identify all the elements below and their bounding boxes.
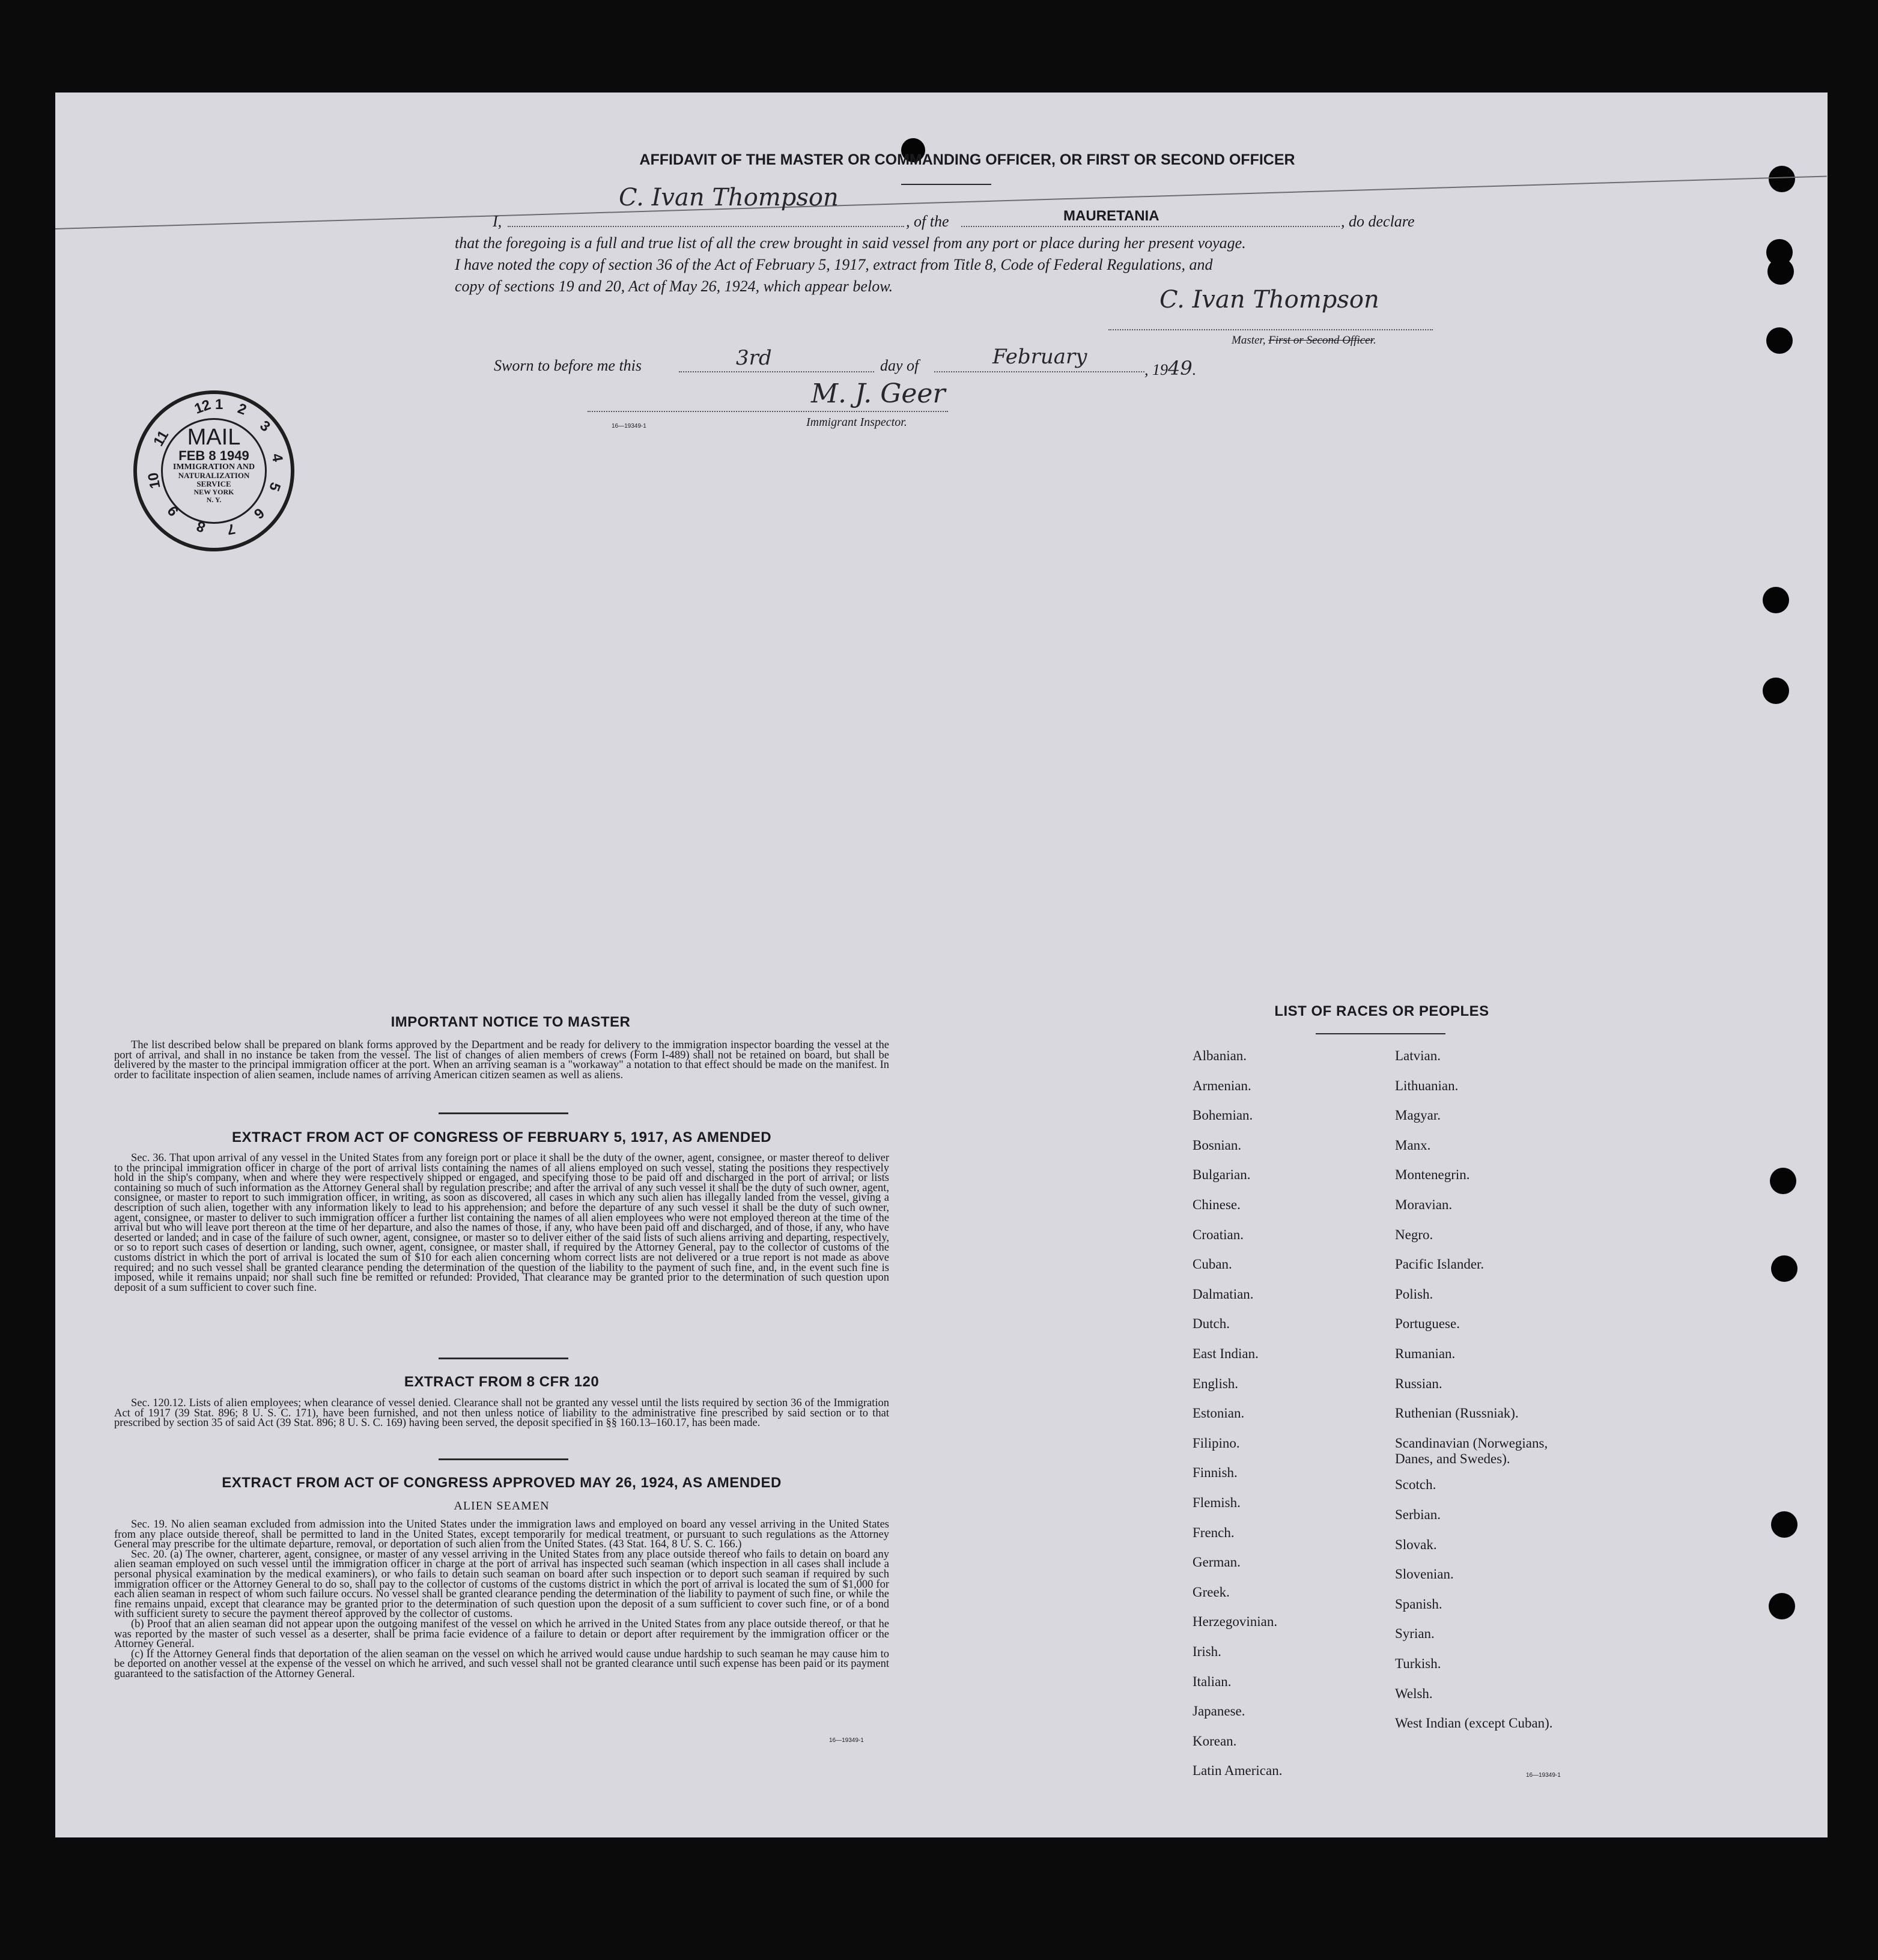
stamp-hour-10: 10 xyxy=(145,471,164,490)
form-code: 16—19349-1 xyxy=(829,1737,864,1744)
mail-date-stamp xyxy=(133,390,294,551)
year-label xyxy=(1144,357,1196,380)
master-signature-line xyxy=(1108,329,1433,330)
stamp-hour-3: 3 xyxy=(257,417,273,435)
binder-hole xyxy=(1767,258,1794,285)
stamp-line5: SERVICE xyxy=(196,479,231,488)
binder-hole xyxy=(1763,587,1789,613)
race-item: Finnish. xyxy=(1193,1465,1238,1481)
race-item: Irish. xyxy=(1193,1644,1221,1659)
race-item: German. xyxy=(1193,1555,1241,1570)
stamp-hour-1: 1 xyxy=(215,396,223,413)
race-item: Slovenian. xyxy=(1395,1567,1454,1582)
race-item: Montenegrin. xyxy=(1395,1167,1470,1183)
stamp-hour-4: 4 xyxy=(268,452,286,463)
race-item: Italian. xyxy=(1193,1673,1232,1689)
race-item: Moravian. xyxy=(1395,1197,1453,1212)
sworn-month-line xyxy=(934,371,1144,372)
race-item: Negro. xyxy=(1395,1227,1433,1242)
stamp-line3: IMMIGRATION AND xyxy=(172,463,255,472)
inspector-line xyxy=(588,411,948,412)
race-item: Bosnian. xyxy=(1193,1137,1242,1153)
race-item: Russian. xyxy=(1395,1376,1442,1391)
master-label xyxy=(1232,334,1376,347)
alien-seamen-subtitle: ALIEN SEAMEN xyxy=(454,1499,550,1512)
sworn-day-line xyxy=(679,371,874,372)
binder-hole xyxy=(1770,1168,1796,1194)
master-label-suffix: . xyxy=(1373,334,1376,347)
year-handwritten: 49 xyxy=(1168,357,1193,380)
extract-1924-text xyxy=(114,1520,889,1679)
binder-hole xyxy=(1766,327,1793,354)
year-suffix: . xyxy=(1192,361,1197,378)
master-signature: C. Ivan Thompson xyxy=(1159,286,1379,314)
stamp-line6: NEW YORK xyxy=(193,488,234,496)
sworn-day: 3rd xyxy=(736,346,772,370)
binder-hole xyxy=(1769,1593,1795,1619)
race-item: Cuban. xyxy=(1193,1257,1232,1272)
race-item: Lithuanian. xyxy=(1395,1078,1459,1093)
race-item: Syrian. xyxy=(1395,1626,1435,1642)
section-20b-paragraph: (b) Proof that an alien seaman did not appear upon the outgoing manifest of the vessel on which he arrived in the United States from any place outside thereof, or that he was reported by the master of such vessel as a deserter, shall be prima facie evidence of a failure to detain or deport after requirement by the immigration officer or the Attorney General. xyxy=(114,1618,889,1651)
section-36-paragraph: Sec. 36. That upon arrival of any vessel in the United States from any foreign port or place it shall be the duty of the owner, agent, consignee, or master thereof to deliver to the principal immigration officer in charge of the port of arrival lists containing the names of all aliens employed on such vessel, stating the positions they respectively hold in the ship's company, when and where they were respectively shipped or engaged, and specifying those to be paid off and discharged in the port of arrival; or lists containing so much of such information as the Attorney General shall by regulation prescribe; and after the arrival of any such vessel it shall be the duty of such owner, agent, consignee, or master to report to such immigration officer, in writing, as soon as discovered, all cases in which any such alien has illegally landed from the vessel, giving a description of such alien, together with any information likely to lead to his apprehension; and before the departure of any such vessel it shall be the duty of such owner, agent, consignee, or master to deliver to such immigration officer a further list containing the names of all alien employees who were not employed thereon at the time of the arrival but who will leave port thereon at the time of her departure, and also the names of those, if any, who have been paid off and discharged, and of those, if any, who have deserted or landed; and in case of the failure of such owner, agent, consignee, or master so to deliver either of the said lists of such aliens arriving and departing, respectively, or so to report such cases of desertion or landing, such owner, agent, consignee, or master shall, if required by the Attorney General, pay to the collector of customs of the customs district in which the port of arrival is located the sum of $10 for each alien concerning whom correct lists are not delivered or a true report is not made as above required; and no such vessel shall be granted clearance pending the determination of the question of the liability to the payment of such fine, and, in the event such fine is imposed, while it remains unpaid; nor shall such fine be remitted or refunded: Provided, That clearance may be granted prior to the determination of such question upon deposit of a sum sufficient to cover such fine. xyxy=(114,1152,889,1294)
affidavit-body-3: copy of sections 19 and 20, Act of May 26, 1924, which appear below. xyxy=(455,278,893,295)
race-item: Flemish. xyxy=(1193,1495,1241,1510)
stamp-line4: NATURALIZATION xyxy=(178,471,250,480)
race-item: Korean. xyxy=(1193,1733,1237,1749)
extract-1917-title: EXTRACT FROM ACT OF CONGRESS OF FEBRUARY 5, 1917, AS AMENDED xyxy=(231,1129,772,1145)
notice-text xyxy=(114,1040,889,1080)
race-item: Scandinavian (Norwegians, Danes, and Swedes). xyxy=(1395,1435,1548,1466)
extract-cfr-text xyxy=(114,1398,889,1428)
vessel-name: MAURETANIA xyxy=(1063,208,1159,224)
races-title: LIST OF RACES OR PEOPLES xyxy=(1274,1003,1489,1019)
race-item: Estonian. xyxy=(1193,1406,1245,1421)
year-prefix: , 19 xyxy=(1144,361,1168,378)
divider xyxy=(1316,1033,1445,1034)
race-item: Filipino. xyxy=(1193,1435,1240,1451)
race-item: Herzegovinian. xyxy=(1193,1614,1278,1630)
race-item: Greek. xyxy=(1193,1584,1230,1600)
race-item: Croatian. xyxy=(1193,1227,1244,1242)
stamp-hour-7: 7 xyxy=(225,520,237,538)
section-120-12-paragraph: Sec. 120.12. Lists of alien employees; when clearance of vessel denied. Clearance shall not be granted any vessel until the lists required by section 36 of the Immigration Act of 1917 (39 Stat. 896; 8 U. S. C. 171), have been furnished, and not then unless notice of liability to the administrative fine prescribed by said section or to that prescribed by section 35 of said Act (39 Stat. 896; 8 U. S. C. 169) having been served, the deposit specified in §§ 160.13–160.17, has been made. xyxy=(114,1397,889,1430)
affidavit-title: AFFIDAVIT OF THE MASTER OR COMMANDING OFFICER, OR FIRST OR SECOND OFFICER xyxy=(639,151,1295,168)
divider xyxy=(901,184,991,185)
race-item: Japanese. xyxy=(1193,1704,1245,1719)
race-item: Magyar. xyxy=(1395,1108,1441,1123)
race-item: West Indian (except Cuban). xyxy=(1395,1716,1553,1731)
stamp-hour-8: 8 xyxy=(194,517,208,536)
race-item: Dalmatian. xyxy=(1193,1286,1254,1302)
race-item: Spanish. xyxy=(1395,1596,1442,1612)
master-label-struck: First or Second Officer xyxy=(1268,334,1373,347)
binder-hole xyxy=(1763,678,1789,704)
race-item: Bohemian. xyxy=(1193,1108,1253,1123)
stamp-hour-6: 6 xyxy=(251,504,267,523)
race-item: Scotch. xyxy=(1395,1477,1436,1493)
notice-paragraph: The list described below shall be prepared on blank forms approved by the Department and be ready for delivery to the immigration inspector boarding the vessel at the port of arrival, and shall in no instance be taken from the vessel. The list of changes of alien members of crews (Form I-489) shall not be retained on board, but shall be delivered by the master to the principal immigration officer at the port. When an arriving seaman is a "workaway" a notation to that effect should be made on the manifest. In order to facilitate inspection of alien seamen, include names of arriving American citizen seamen as well as aliens. xyxy=(114,1039,889,1081)
form-code: 16—19349-1 xyxy=(1526,1772,1561,1779)
section-20c-paragraph: (c) If the Attorney General finds that deportation of the alien seaman on the vessel on which he arrived would cause undue hardship to such seaman he may cause him to be deported on another vessel at the expense of the vessel on which he arrived, and such vessel shall not be granted clearance until such expense has been paid or its payment guaranteed to the satisfaction of the Attorney General. xyxy=(114,1648,889,1680)
stamp-hour-11: 11 xyxy=(150,428,172,449)
divider xyxy=(439,1112,568,1114)
extract-1924-title: EXTRACT FROM ACT OF CONGRESS APPROVED MAY 26, 1924, AS AMENDED xyxy=(222,1475,782,1491)
race-item: French. xyxy=(1193,1525,1235,1540)
section-19-paragraph: Sec. 19. No alien seaman excluded from admission into the United States under the immigration laws and employed on board any vessel arriving in the United States from any place outside thereof, shall be permitted to land in the United States, except temporarily for medical treatment, or pursuant to such regulations as the Attorney General may prescribe for the ultimate departure, removal, or deportation of such alien from the United States. (43 Stat. 164, 8 U. S. C. 166.) xyxy=(114,1519,889,1551)
race-item: Polish. xyxy=(1395,1286,1433,1302)
race-item: Turkish. xyxy=(1395,1656,1441,1671)
binder-hole xyxy=(1769,166,1795,192)
vessel-line xyxy=(961,226,1340,227)
race-item: Welsh. xyxy=(1395,1685,1433,1701)
inspector-signature: M. J. Geer xyxy=(811,378,946,409)
stamp-line7: N. Y. xyxy=(206,496,222,504)
stamp-mail: MAIL xyxy=(187,425,241,450)
race-item: Armenian. xyxy=(1193,1078,1251,1093)
stamp-hour-12: 12 xyxy=(192,396,213,417)
race-item: Portuguese. xyxy=(1395,1316,1460,1332)
affidavit-body-2: I have noted the copy of section 36 of the Act of February 5, 1917, extract from Title 8, Code of Federal Regulations, and xyxy=(455,256,1213,273)
inspector-label: Immigrant Inspector. xyxy=(806,416,907,429)
divider xyxy=(439,1458,568,1460)
day-of-label: day of xyxy=(880,357,919,374)
race-item: Bulgarian. xyxy=(1193,1167,1251,1183)
signer-handwritten: C. Ivan Thompson xyxy=(619,184,839,211)
race-item: Albanian. xyxy=(1193,1048,1247,1063)
binder-hole xyxy=(1771,1511,1797,1538)
sworn-month: February xyxy=(992,345,1087,369)
race-item: Ruthenian (Russniak). xyxy=(1395,1406,1519,1421)
i-label: I, xyxy=(493,213,502,230)
stamp-hour-9: 9 xyxy=(164,502,182,520)
affidavit-body-1: that the foregoing is a full and true list of all the crew brought in said vessel from any port or place during her present voyage. xyxy=(455,234,1246,252)
master-label-prefix: Master, xyxy=(1232,334,1266,347)
form-code: 16—19349-1 xyxy=(612,423,646,429)
race-item: Dutch. xyxy=(1193,1316,1230,1332)
race-item: Manx. xyxy=(1395,1137,1431,1153)
race-item: Pacific Islander. xyxy=(1395,1257,1484,1272)
of-the-label: , of the xyxy=(906,213,949,230)
signer-line xyxy=(508,226,904,227)
race-item: English. xyxy=(1193,1376,1239,1391)
stamp-hour-2: 2 xyxy=(235,400,249,419)
section-20a-paragraph: Sec. 20. (a) The owner, charterer, agent, consignee, or master of any vessel arriving in the United States from any place outside thereof who fails to detain on board any alien seaman employed on such vessel until the immigration officer in charge at the port of arrival has inspected such seaman (which inspection in all cases shall include a personal physical examination by the medical examiners), or who fails to detain such seaman on board after such inspection or to deport such seaman if required by such immigration officer or the Attorney General to do so, shall pay to the collector of customs of the customs district in which the port of arrival is located the sum of $1,000 for each alien seaman in respect of whom such failure occurs. No vessel shall be granted clearance pending the determination of the liability to payment of such fine, or while the fine remains unpaid, except that clearance may be granted prior to the determination of such question upon the deposit of a sum sufficient to cover such fine, or of a bond with sufficient surety to secure the payment thereof approved by the collector of customs. xyxy=(114,1548,889,1621)
race-item: Latvian. xyxy=(1395,1048,1441,1063)
notice-title: IMPORTANT NOTICE TO MASTER xyxy=(390,1014,631,1030)
race-item: Slovak. xyxy=(1395,1537,1437,1552)
race-item: Latin American. xyxy=(1193,1763,1283,1779)
race-item: Rumanian. xyxy=(1395,1346,1456,1361)
extract-1917-text xyxy=(114,1153,889,1293)
race-item: Serbian. xyxy=(1395,1507,1441,1522)
race-item: Chinese. xyxy=(1193,1197,1241,1212)
divider xyxy=(439,1358,568,1359)
race-item: East Indian. xyxy=(1193,1346,1259,1361)
do-declare-label: , do declare xyxy=(1341,213,1415,230)
stamp-date: FEB 8 1949 xyxy=(178,448,249,463)
sworn-label: Sworn to before me this xyxy=(494,357,642,374)
stamp-hour-5: 5 xyxy=(266,480,284,494)
binder-hole xyxy=(1771,1255,1797,1282)
extract-cfr-title: EXTRACT FROM 8 CFR 120 xyxy=(404,1374,600,1390)
